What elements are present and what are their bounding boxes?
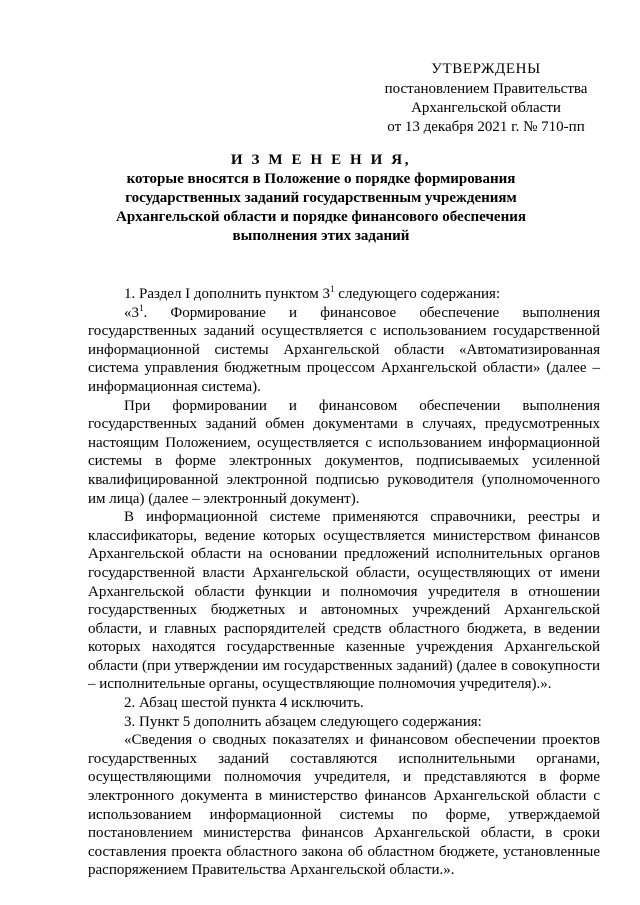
- paragraph-text: 1. Раздел I дополнить пунктом 3: [124, 286, 331, 302]
- title-line: государственных заданий государственным учреждениям: [125, 190, 517, 206]
- paragraph: В информационной системе применяются справочники, реестры и классификаторы, ведение которых осуществляется министерством финансов Архангельской области на основании предложений исполнительных органов государственной власти Архангельской области, осуществляющих от имени Архангельской области функции и полномочия учредителя в отношении государственных бюджетных и автономных учреждений Архангельской области, и главных распорядителей средств областного бюджета, в ведении которых находятся государственные казенные учреждения Архангельской области (при утверждении им государственных заданий) (далее в совокупности – исполнительные органы, осуществляющие полномочия учредителя).».: [88, 509, 600, 693]
- paragraph: «Сведения о сводных показателях и финансовом обеспечении проектов государственных заданий составляются исполнительными органами, осуществляющими полномочия учредителя, и представляются в форме электронного документа в министерство финансов Архангельской области с использованием информационной системы по форме, утверждаемой постановлением министерства финансов Архангельской области, в сроки составления проекта областного закона об областном бюджете, установленные распоряжением Правительства Архангельской области.».: [88, 732, 600, 879]
- title-heading: И З М Е Н Е Н И Я,: [230, 152, 412, 168]
- approval-line: постановлением Правительства: [384, 81, 588, 97]
- paragraph-text: следующего содержания:: [334, 286, 501, 302]
- document-title: [88, 151, 554, 246]
- approval-stamp: [372, 60, 600, 137]
- paragraph-item-3: 3. Пункт 5 дополнить абзацем следующего содержания:: [124, 713, 482, 730]
- document-body: [88, 285, 600, 880]
- title-line: Архангельской области и порядке финансового обеспечения: [116, 209, 526, 225]
- paragraph-text: «3: [124, 304, 139, 321]
- approval-heading: УТВЕРЖДЕНЫ: [431, 61, 541, 77]
- paragraph-item-2: 2. Абзац шестой пункта 4 исключить.: [124, 695, 364, 712]
- paragraph-quote-start: [88, 304, 600, 397]
- paragraph-text: . Формирование и финансовое обеспечение выполнения государственных заданий осуществляется с использованием государственной информационной системы Архангельской области «Автоматизированная система управления бюджетным процессом Архангельской области» (далее – информационная система).: [88, 304, 600, 395]
- superscript: 1: [139, 302, 144, 313]
- paragraph: При формировании и финансовом обеспечении выполнения государственных заданий обмен документами в случаях, предусмотренных настоящим Положением, осуществляется с использованием информационной системы в форме электронных документов, подписываемых усиленной квалифицированной электронной подписью руководителя (уполномоченного им лица) (далее – электронный документ).: [88, 397, 600, 507]
- title-line: выполнения этих заданий: [232, 228, 410, 244]
- paragraph-item-1: [88, 285, 600, 304]
- superscript: 1: [330, 284, 335, 294]
- approval-date-line: от 13 декабря 2021 г. № 710-пп: [387, 119, 585, 135]
- title-line: которые вносятся в Положение о порядке формирования: [126, 171, 516, 187]
- approval-line: Архангельской области: [411, 100, 561, 116]
